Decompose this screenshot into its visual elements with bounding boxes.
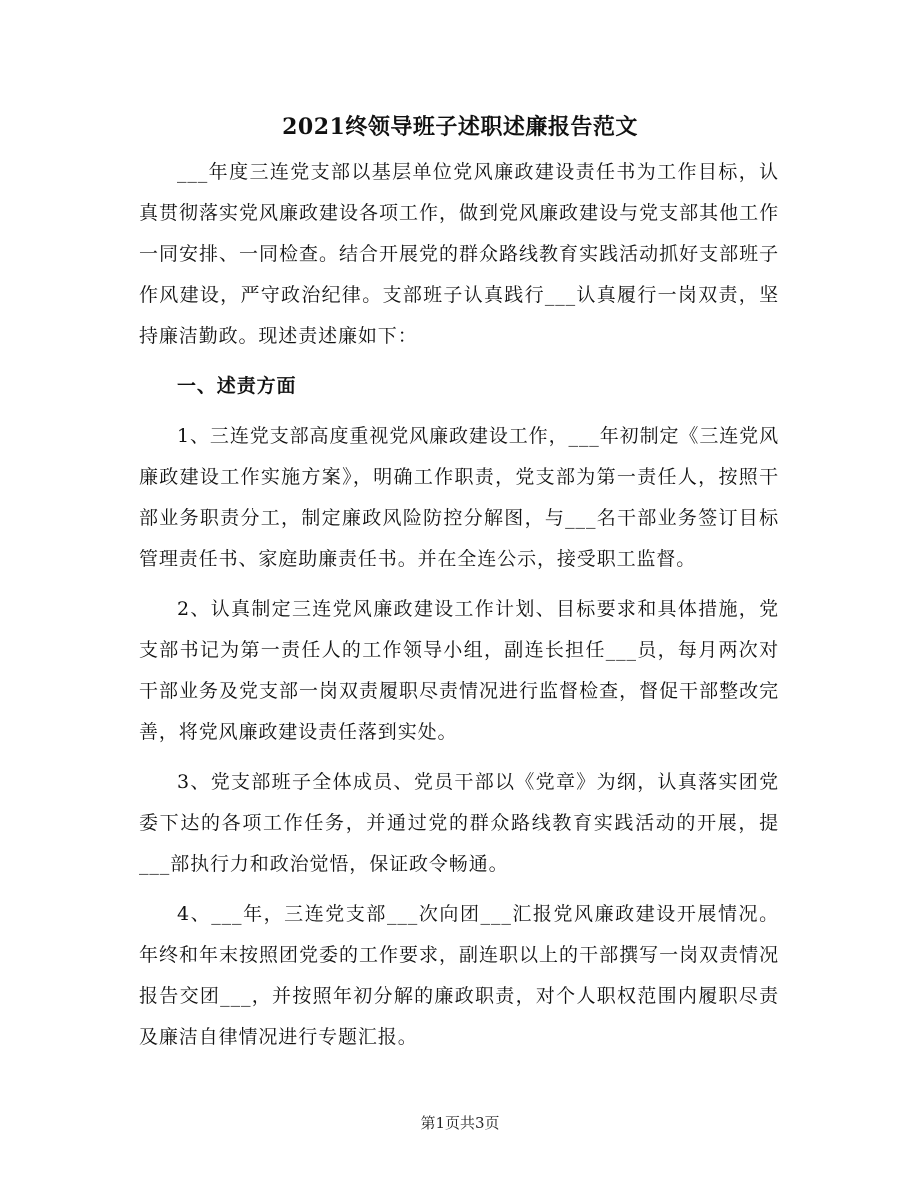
item-paragraph-3: 3、党支部班子全体成员、党员干部以《党章》为纲，认真落实团党委下达的各项工作任务，并通过党的群众路线教育实践活动的开展，提___部执行力和政治觉悟，保证政令畅通。 — [139, 771, 779, 875]
intro-paragraph: ___年度三连党支部以基层单位党风廉政建设责任书为工作目标，认真贯彻落实党风廉政建设各项工作，做到党风廉政建设与党支部其他工作一同安排、一同检查。结合开展党的群众路线教育实践活动抓好支部班子作风建设，严守政治纪律。支部班子认真践行___认真履行一岗双责，坚持廉洁勤政。现述责述廉如下： — [139, 161, 779, 347]
item-paragraph-2: 2、认真制定三连党风廉政建设工作计划、目标要求和具体措施，党支部书记为第一责任人的工作领导小组，副连长担任___员，每月两次对干部业务及党支部一岗双责履职尽责情况进行监督检查，督促干部整改完善，将党风廉政建设责任落到实处。 — [139, 598, 779, 743]
item-paragraph-4: 4、___年，三连党支部___次向团___汇报党风廉政建设开展情况。年终和年末按照团党委的工作要求，副连职以上的干部撰写一岗双责情况报告交团___，并按照年初分解的廉政职责，对个人职权范围内履职尽责及廉洁自律情况进行专题汇报。 — [139, 903, 779, 1048]
document-body — [139, 152, 779, 1067]
page-number-footer: 第1页共3页 — [420, 1114, 500, 1132]
item-paragraph-1: 1、三连党支部高度重视党风廉政建设工作，___年初制定《三连党风廉政建设工作实施方案》，明确工作职责，党支部为第一责任人，按照干部业务职责分工，制定廉政风险防控分解图，与___名干部业务签订目标管理责任书、家庭助廉责任书。并在全连公示，接受职工监督。 — [139, 425, 779, 570]
document-title: 2021终领导班子述职述廉报告范文 — [282, 114, 638, 140]
section-heading-duty: 一、述责方面 — [177, 375, 297, 397]
